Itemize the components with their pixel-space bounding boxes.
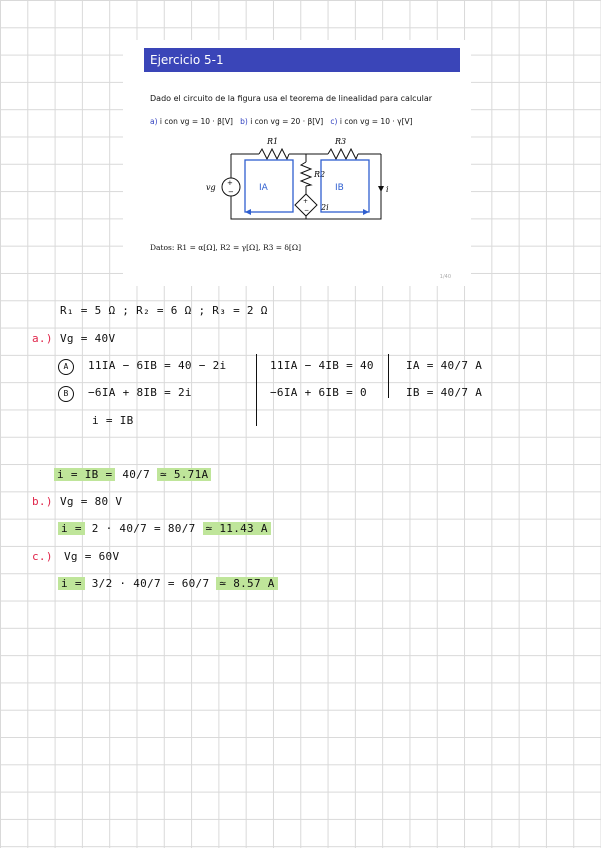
part-b-label: b.) <box>32 495 53 508</box>
answer-b <box>58 522 271 535</box>
answer-b-mid: 2 · 40/7 = 80/7 <box>91 522 196 535</box>
svg-text:+: + <box>227 179 233 187</box>
mesh-a-loop <box>245 160 293 212</box>
part-c-vg: Vg = 60V <box>64 550 120 563</box>
r2-resistor <box>301 162 311 186</box>
answer-b-value: ≃ 11.43 A <box>203 522 271 535</box>
exercise-slide <box>123 40 471 286</box>
resistor-values: R₁ = 5 Ω ; R₂ = 6 Ω ; R₃ = 2 Ω <box>60 304 268 317</box>
svg-text:−: − <box>228 188 234 196</box>
answer-c-pre: i = <box>58 577 85 590</box>
option-a-text: i con vg = 10 · β[V] <box>159 117 233 126</box>
answer-c-value: ≃ 8.57 A <box>216 577 277 590</box>
dep-source-label: 2i <box>321 203 329 212</box>
option-c-text: i con vg = 10 · γ[V] <box>339 117 413 126</box>
slide-page-number: 1/40 <box>439 274 451 280</box>
option-b-text: i con vg = 20 · β[V] <box>250 117 324 126</box>
part-c-label: c.) <box>32 550 53 563</box>
r3-label: R3 <box>335 137 347 146</box>
mesh-b-label: IB <box>335 183 344 193</box>
option-a-letter: a) <box>150 117 158 126</box>
result-ib: IB = 40/7 A <box>406 386 483 399</box>
mesh-a-label: IA <box>259 183 268 193</box>
system-eq-2: −6IA + 6IB = 0 <box>270 386 367 399</box>
circuit-diagram <box>201 134 391 236</box>
slide-data: Datos: R1 = α[Ω], R2 = γ[Ω], R3 = δ[Ω] <box>150 243 301 252</box>
brace-2 <box>382 354 389 398</box>
r1-resistor <box>259 149 289 159</box>
equation-1: 11IA − 6IB = 40 − 2i <box>88 359 227 372</box>
equation-2: −6IA + 8IB = 2i <box>88 386 192 399</box>
answer-c <box>58 577 278 590</box>
current-i-label: i <box>386 185 389 194</box>
option-b-letter: b) <box>240 117 248 126</box>
slide-title: Ejercicio 5-1 <box>144 48 460 72</box>
result-ia: IA = 40/7 A <box>406 359 483 372</box>
answer-a-value: ≃ 5.71A <box>157 468 211 481</box>
r1-label: R1 <box>267 137 279 146</box>
answer-c-mid: 3/2 · 40/7 = 60/7 <box>91 577 210 590</box>
part-a-label: a.) <box>32 332 53 345</box>
equation-3: i = IB <box>92 414 134 427</box>
r3-resistor <box>328 149 358 159</box>
svg-text:−: − <box>304 207 310 214</box>
answer-a-pre: i = IB = <box>54 468 115 481</box>
part-a-vg: Vg = 40V <box>60 332 116 345</box>
slide-options <box>150 117 413 126</box>
mesh-a-circle: A <box>58 359 74 375</box>
vg-label: vg <box>206 183 216 192</box>
answer-a-frac: 40/7 <box>122 468 151 481</box>
answer-a <box>54 468 211 481</box>
svg-text:+: + <box>303 198 309 205</box>
mesh-b-circle: B <box>58 386 74 402</box>
answer-b-pre: i = <box>58 522 85 535</box>
part-b-vg: Vg = 80 V <box>60 495 123 508</box>
system-eq-1: 11IA − 4IB = 40 <box>270 359 374 372</box>
r2-label: R2 <box>314 170 326 179</box>
option-c-letter: c) <box>330 117 338 126</box>
slide-intro: Dado el circuito de la figura usa el teorema de linealidad para calcular <box>150 94 433 103</box>
brace-1 <box>248 354 257 426</box>
